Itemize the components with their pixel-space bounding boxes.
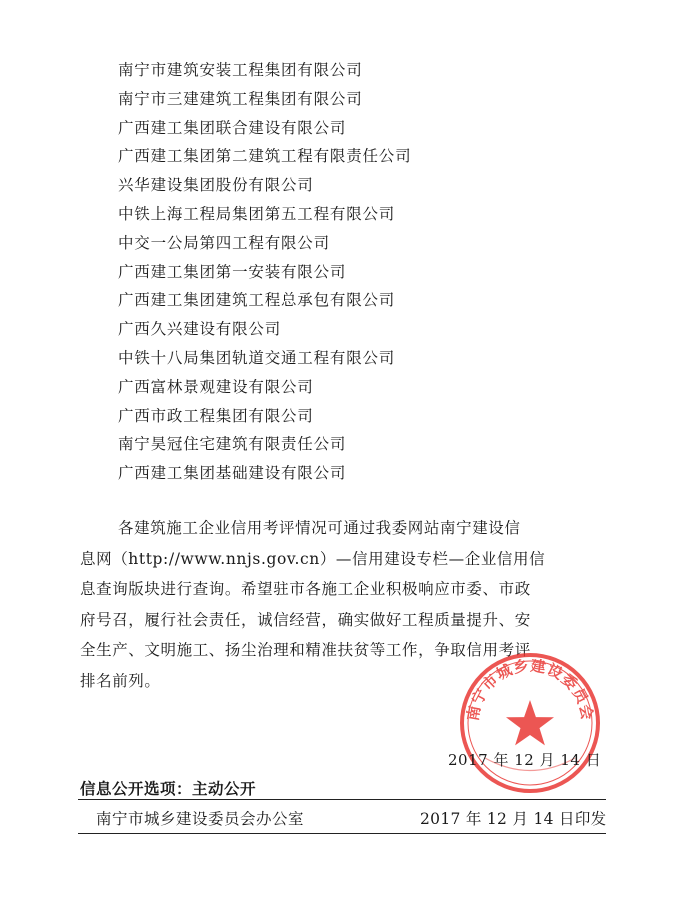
svg-text:南宁市城乡建设委员会: 南宁市城乡建设委员会: [463, 656, 597, 723]
paragraph-line: 排名前列。: [80, 671, 161, 690]
paragraph-line: 息网（http://www.nnjs.gov.cn）—信用建设专栏—企业信用信: [80, 549, 546, 568]
issuing-office: 南宁市城乡建设委员会办公室: [96, 810, 305, 828]
paragraph-line: 府号召，履行社会责任，诚信经营，确实做好工程质量提升、安: [80, 610, 531, 629]
company-item: 广西建工集团基础建设有限公司: [118, 464, 347, 483]
paragraph-line: 全生产、文明施工、扬尘治理和精准扶贫等工作，争取信用考评: [80, 641, 531, 659]
company-item: 中交一公局第四工程有限公司: [118, 233, 330, 252]
company-item: 南宁市建筑安装工程集团有限公司: [118, 61, 363, 79]
company-item: 南宁市三建建筑工程集团有限公司: [118, 89, 363, 108]
company-item: 中铁上海工程局集团第五工程有限公司: [118, 204, 396, 223]
company-item: 广西久兴建设有限公司: [118, 320, 282, 339]
divider-line: [78, 833, 606, 834]
paragraph-line: 各建筑施工企业信用考评情况可通过我委网站南宁建设信: [118, 519, 521, 537]
company-item: 广西富林景观建设有限公司: [118, 377, 314, 396]
disclosure-option: 信息公开选项：主动公开: [80, 779, 257, 798]
company-item: 广西建工集团联合建设有限公司: [118, 118, 347, 137]
official-seal-icon: [455, 648, 605, 798]
company-list: [118, 56, 411, 488]
company-item: 中铁十八局集团轨道交通工程有限公司: [118, 348, 396, 367]
company-item: 广西建工集团第一安装有限公司: [118, 262, 347, 281]
print-date: 2017 年 12 月 14 日印发: [420, 810, 607, 828]
company-item: 南宁昊冠住宅建筑有限责任公司: [118, 435, 347, 454]
signing-date: 2017 年 12 月 14 日: [448, 751, 602, 769]
company-item: 广西建工集团第二建筑工程有限责任公司: [118, 147, 412, 166]
company-item: 广西市政工程集团有限公司: [118, 406, 314, 425]
divider-line: [78, 799, 606, 800]
company-item: 兴华建设集团股份有限公司: [118, 176, 314, 195]
paragraph-line: 息查询版块进行查询。希望驻市各施工企业积极响应市委、市政: [80, 580, 531, 598]
company-item: 广西建工集团建筑工程总承包有限公司: [118, 291, 396, 310]
